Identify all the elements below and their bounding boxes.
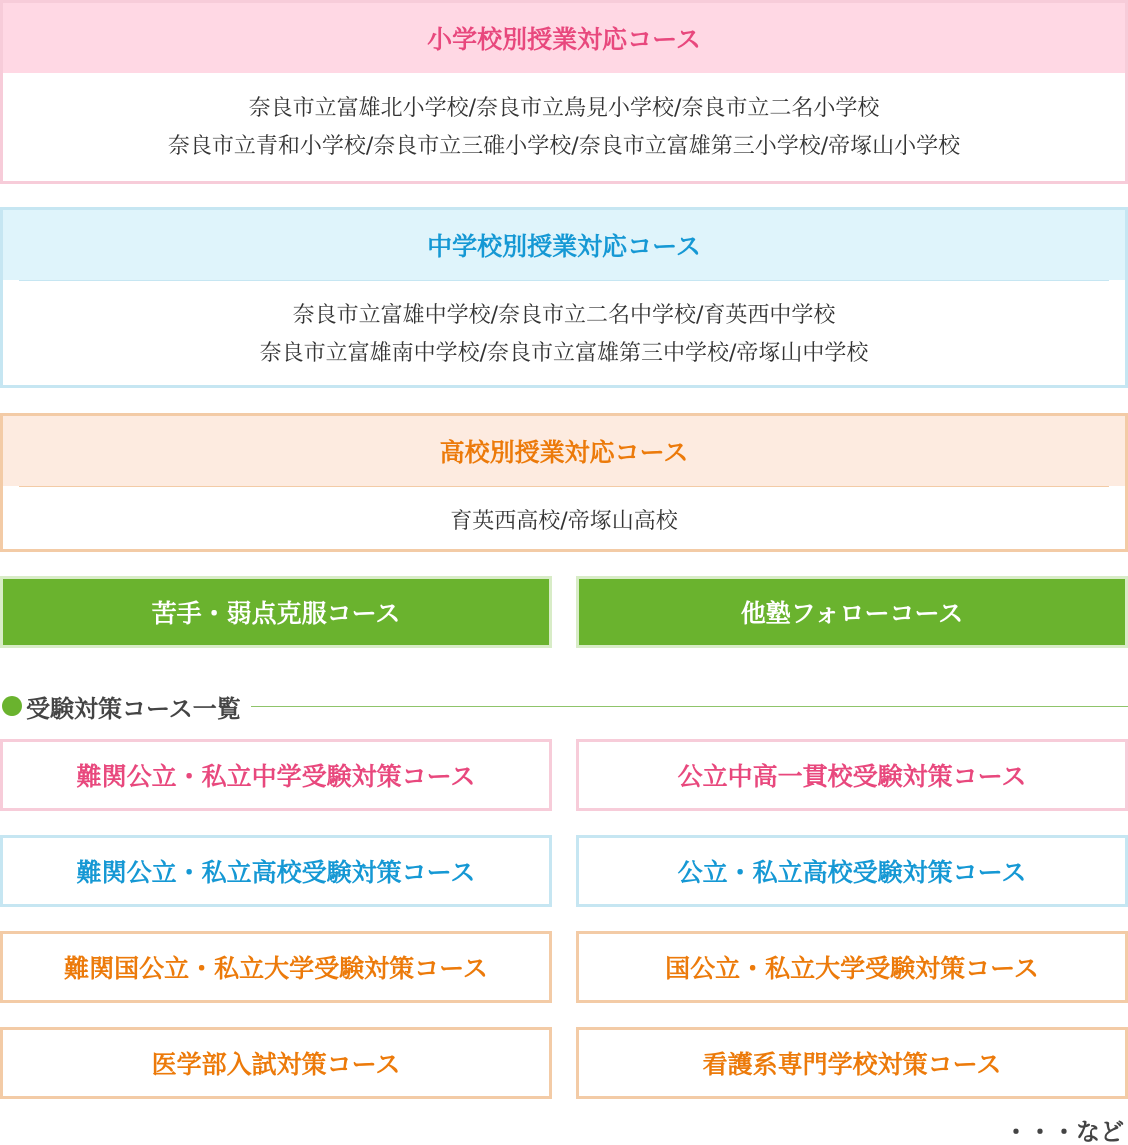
high-school-line-1: 育英西高校/帝塚山高校 [450, 509, 678, 534]
etc-note: ・・・など [1004, 1118, 1124, 1145]
exam-course-button[interactable]: 医学部入試対策コース [0, 1027, 552, 1099]
exam-course-button[interactable]: 公立中高一貫校受験対策コース [576, 739, 1128, 811]
exam-course-button[interactable]: 難関国公立・私立大学受験対策コース [0, 931, 552, 1003]
follow-course-button[interactable]: 他塾フォローコース [576, 576, 1128, 648]
exam-course-button[interactable]: 難関公立・私立高校受験対策コース [0, 835, 552, 907]
high-course-title[interactable]: 高校別授業対応コース [3, 416, 1125, 486]
middle-school-line-1: 奈良市立富雄中学校/奈良市立二名中学校/育英西中学校 [292, 303, 836, 328]
high-course-panel [0, 413, 1128, 552]
elementary-course-title[interactable]: 小学校別授業対応コース [3, 3, 1125, 73]
middle-divider [19, 280, 1109, 281]
high-divider [19, 486, 1109, 487]
weakness-course-button[interactable]: 苦手・弱点克服コース [0, 576, 552, 648]
middle-course-title[interactable]: 中学校別授業対応コース [3, 210, 1125, 280]
middle-school-list [3, 280, 1125, 373]
exam-course-button[interactable]: 国公立・私立大学受験対策コース [576, 931, 1128, 1003]
high-school-list [3, 486, 1125, 541]
middle-school-line-2: 奈良市立富雄南中学校/奈良市立富雄第三中学校/帝塚山中学校 [259, 341, 869, 366]
exam-course-heading [0, 688, 1128, 724]
middle-course-panel [0, 207, 1128, 388]
elementary-school-list [3, 73, 1125, 166]
green-dot-icon [2, 696, 22, 716]
exam-course-button[interactable]: 看護系専門学校対策コース [576, 1027, 1128, 1099]
elementary-course-panel [0, 0, 1128, 184]
heading-rule [251, 706, 1128, 707]
elementary-school-line-2: 奈良市立青和小学校/奈良市立三碓小学校/奈良市立富雄第三小学校/帝塚山小学校 [167, 134, 961, 159]
exam-course-button[interactable]: 難関公立・私立中学受験対策コース [0, 739, 552, 811]
exam-course-heading-label: 受験対策コース一覧 [26, 694, 241, 723]
elementary-school-line-1: 奈良市立富雄北小学校/奈良市立鳥見小学校/奈良市立二名小学校 [248, 96, 880, 121]
exam-course-button[interactable]: 公立・私立高校受験対策コース [576, 835, 1128, 907]
